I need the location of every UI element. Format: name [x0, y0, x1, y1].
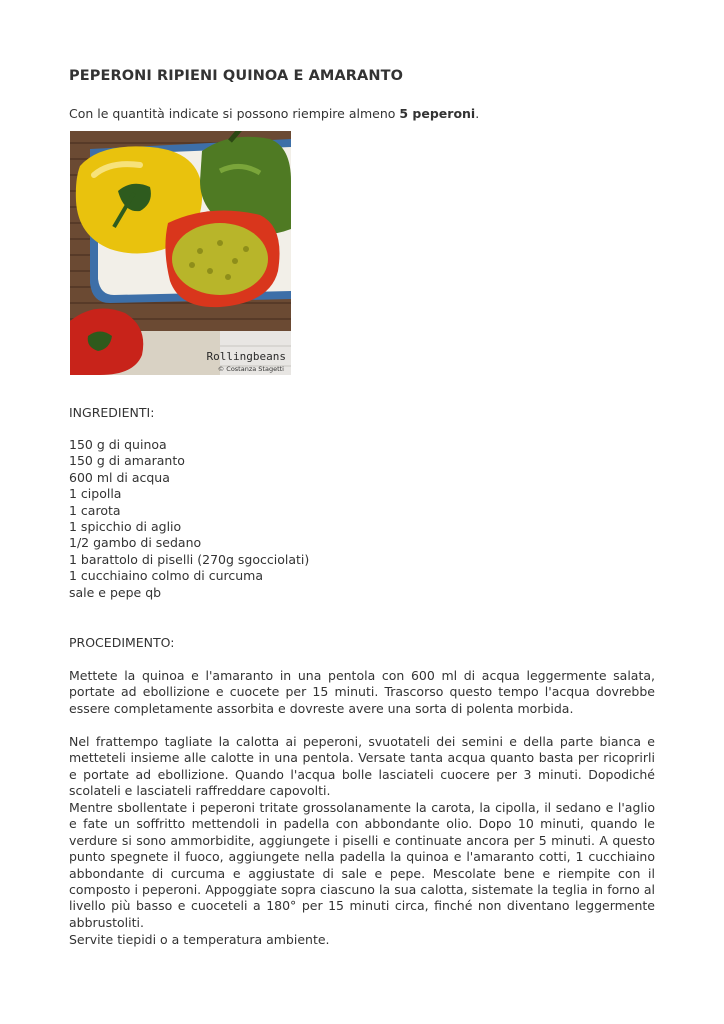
photo-watermark: Rollingbeans — [206, 350, 286, 363]
ingredients-list — [69, 437, 309, 601]
recipe-title: PEPERONI RIPIENI QUINOA E AMARANTO — [69, 68, 404, 84]
stuffed-peppers-photo — [70, 131, 291, 375]
ingredient-item: 1 cucchiaino colmo di curcuma — [69, 568, 264, 584]
intro-bold-quantity: 5 peperoni — [399, 106, 476, 121]
ingredient-item: 150 g di amaranto — [69, 453, 185, 469]
ingredient-item: 1 barattolo di piselli (270g sgocciolati) — [69, 551, 310, 567]
intro-text-start: Con le quantità indicate si possono riempire almeno — [69, 106, 400, 121]
procedure-paragraph-1: Mettete la quinoa e l'amaranto in una pentola con 600 ml di acqua leggermente salata, portate ad ebollizione e cuocete per 15 minuti. Trascorso questo tempo l'acqua dovrebbe essere completamente assorbita e dovreste avere una sorta di polenta morbida. — [69, 668, 655, 716]
intro-text — [69, 105, 479, 122]
ingredients-heading: INGREDIENTI: — [69, 405, 155, 420]
procedure-paragraph-2: Nel frattempo tagliate la calotta ai peperoni, svuotateli dei semini e della parte bianca e metteteli insieme alle calotte in una pentola. Versate tanta acqua quanto basta per ricoprirli e portate ad ebollizione. Quando l'acqua bolle lasciateli cuocere per 3 minuti. Dopodiché scolateli e lasciateli raffreddare capovolti. — [69, 734, 655, 799]
ingredient-item: sale e pepe qb — [69, 584, 162, 600]
intro-text-end: . — [475, 106, 480, 121]
ingredient-item: 150 g di quinoa — [69, 437, 167, 452]
ingredient-item: 1/2 gambo di sedano — [69, 535, 202, 551]
ingredient-item: 1 carota — [69, 502, 121, 518]
procedure-paragraph-3: Mentre sbollentate i peperoni tritate grossolanamente la carota, la cipolla, il sedano e l'aglio e fate un soffritto mettendoli in padella con abbondante olio. Dopo 10 minuti, quando le verdure si sono ammorbidite, aggiungete i piselli e continuate ancora per 5 minuti. A questo punto spegnete il fuoco, aggiungete nella padella la quinoa e l'amaranto cotti, 1 cucchiaino abbondante di curcuma e aggiustate di sale e pepe. Mescolate bene e riempite con il composto i peperoni. Appoggiate sopra ciascuno la sua calotta, sistemate la teglia in forno al livello più basso e cuoceteli a 180° per 15 minuti circa, finché non diventano leggermente abbrustoliti. — [69, 800, 655, 930]
ingredient-item: 1 spicchio di aglio — [69, 519, 182, 535]
photo-credit: © Costanza Stagetti — [217, 365, 284, 373]
procedure-heading: PROCEDIMENTO: — [69, 635, 175, 650]
ingredient-item: 1 cipolla — [69, 486, 122, 502]
procedure-closing: Servite tiepidi o a temperatura ambiente. — [69, 932, 330, 947]
ingredient-item: 600 ml di acqua — [69, 469, 170, 485]
